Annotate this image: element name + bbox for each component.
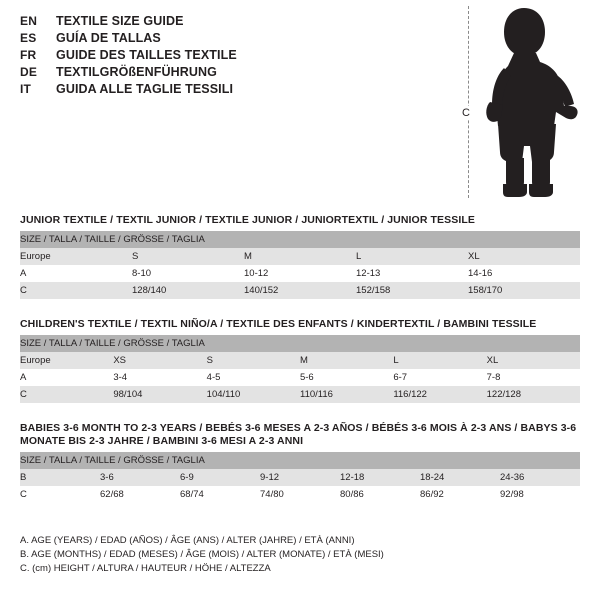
cell-value: 152/158 xyxy=(356,282,468,299)
language-code-es: ES xyxy=(20,31,37,45)
cell-value: 104/110 xyxy=(207,386,300,403)
language-title-es: GUÍA DE TALLAS xyxy=(56,31,161,45)
table-row xyxy=(20,248,580,265)
height-measure-label: C xyxy=(462,107,470,119)
header-row-de xyxy=(20,65,420,79)
table-header-row xyxy=(20,335,580,352)
row-label-c: C xyxy=(20,486,100,503)
section-junior-textile xyxy=(20,214,580,299)
header-language-titles xyxy=(20,14,420,99)
row-label-europe: Europe xyxy=(20,352,113,369)
table-row xyxy=(20,352,580,369)
cell-value: S xyxy=(132,248,244,265)
cell-value: L xyxy=(393,352,486,369)
cell-value: 110/116 xyxy=(300,386,393,403)
table-row xyxy=(20,386,580,403)
table-header-row xyxy=(20,452,580,469)
cell-value: 6-9 xyxy=(180,469,260,486)
legend-line-a: A. AGE (YEARS) / EDAD (AÑOS) / ÂGE (ANS) / ALTER (JAHRE) / ETÀ (ANNI) xyxy=(20,535,355,546)
table-header-label-babies: SIZE / TALLA / TAILLE / GRÖSSE / TAGLIA xyxy=(20,452,580,469)
section-children-textile xyxy=(20,318,580,403)
cell-value: 62/68 xyxy=(100,486,180,503)
cell-value: 158/170 xyxy=(468,282,580,299)
height-measurement-figure xyxy=(440,0,600,205)
table-row xyxy=(20,265,580,282)
table-row xyxy=(20,282,580,299)
table-children-textile xyxy=(20,335,580,403)
section-title-junior: JUNIOR TEXTILE / TEXTIL JUNIOR / TEXTILE JUNIOR / JUNIORTEXTIL / JUNIOR TESSILE xyxy=(20,214,475,226)
row-label-a: A xyxy=(20,265,132,282)
section-title-babies: BABIES 3-6 MONTH TO 2-3 YEARS / BEBÉS 3-6 MESES A 2-3 AÑOS / BÉBÉS 3-6 MOIS À 2-3 ANS / BABYS 3-6 MONATE BIS 2-3 JAHRE / BAMBINI 3-6 MESI A 2-3 ANNI xyxy=(20,422,577,447)
table-junior-textile xyxy=(20,231,580,299)
row-label-a: A xyxy=(20,369,113,386)
cell-value: 7-8 xyxy=(487,369,580,386)
cell-value: M xyxy=(244,248,356,265)
cell-value: 12-13 xyxy=(356,265,468,282)
cell-value: 12-18 xyxy=(340,469,420,486)
header-row-it xyxy=(20,82,420,96)
cell-value: 140/152 xyxy=(244,282,356,299)
cell-value: 3-6 xyxy=(100,469,180,486)
row-label-c: C xyxy=(20,386,113,403)
cell-value: 6-7 xyxy=(393,369,486,386)
table-row xyxy=(20,486,580,503)
language-title-fr: GUIDE DES TAILLES TEXTILE xyxy=(56,48,237,62)
child-silhouette-icon xyxy=(484,6,594,198)
cell-value: 18-24 xyxy=(420,469,500,486)
cell-value: XL xyxy=(487,352,580,369)
cell-value: XL xyxy=(468,248,580,265)
language-title-en: TEXTILE SIZE GUIDE xyxy=(56,14,184,28)
cell-value: 98/104 xyxy=(113,386,206,403)
cell-value: 68/74 xyxy=(180,486,260,503)
cell-value: 5-6 xyxy=(300,369,393,386)
cell-value: 9-12 xyxy=(260,469,340,486)
cell-value: 24-36 xyxy=(500,469,580,486)
header-row-fr xyxy=(20,48,420,62)
language-title-de: TEXTILGRÖßENFÜHRUNG xyxy=(56,65,217,79)
cell-value: 128/140 xyxy=(132,282,244,299)
cell-value: 8-10 xyxy=(132,265,244,282)
cell-value: L xyxy=(356,248,468,265)
cell-value: 3-4 xyxy=(113,369,206,386)
language-title-it: GUIDA ALLE TAGLIE TESSILI xyxy=(56,82,234,96)
language-code-de: DE xyxy=(20,65,38,79)
cell-value: S xyxy=(207,352,300,369)
legend-line-c: C. (cm) HEIGHT / ALTURA / HAUTEUR / HÖHE / ALTEZZA xyxy=(20,563,271,574)
cell-value: 10-12 xyxy=(244,265,356,282)
cell-value: 74/80 xyxy=(260,486,340,503)
table-header-row xyxy=(20,231,580,248)
language-code-fr: FR xyxy=(20,48,37,62)
cell-value: 14-16 xyxy=(468,265,580,282)
cell-value: 80/86 xyxy=(340,486,420,503)
language-code-en: EN xyxy=(20,14,38,28)
cell-value: M xyxy=(300,352,393,369)
row-label-europe: Europe xyxy=(20,248,132,265)
cell-value: XS xyxy=(113,352,206,369)
cell-value: 116/122 xyxy=(393,386,486,403)
cell-value: 86/92 xyxy=(420,486,500,503)
table-row xyxy=(20,369,580,386)
cell-value: 122/128 xyxy=(487,386,580,403)
legend-line-b: B. AGE (MONTHS) / EDAD (MESES) / ÂGE (MOIS) / ALTER (MONATE) / ETÀ (MESI) xyxy=(20,549,384,560)
height-measure-dashed-line xyxy=(468,6,469,198)
legend-block xyxy=(20,534,580,576)
table-header-label-children: SIZE / TALLA / TAILLE / GRÖSSE / TAGLIA xyxy=(20,335,580,352)
header-row-en xyxy=(20,14,420,28)
section-title-children: CHILDREN'S TEXTILE / TEXTIL NIÑO/A / TEXTILE DES ENFANTS / KINDERTEXTIL / BAMBINI TESSILE xyxy=(20,318,537,330)
row-label-b: B xyxy=(20,469,100,486)
section-babies-textile xyxy=(20,422,580,503)
table-babies-textile xyxy=(20,452,580,503)
cell-value: 92/98 xyxy=(500,486,580,503)
language-code-it: IT xyxy=(20,82,32,96)
header-row-es xyxy=(20,31,420,45)
table-header-label-junior: SIZE / TALLA / TAILLE / GRÖSSE / TAGLIA xyxy=(20,231,580,248)
table-row xyxy=(20,469,580,486)
cell-value: 4-5 xyxy=(207,369,300,386)
row-label-c: C xyxy=(20,282,132,299)
